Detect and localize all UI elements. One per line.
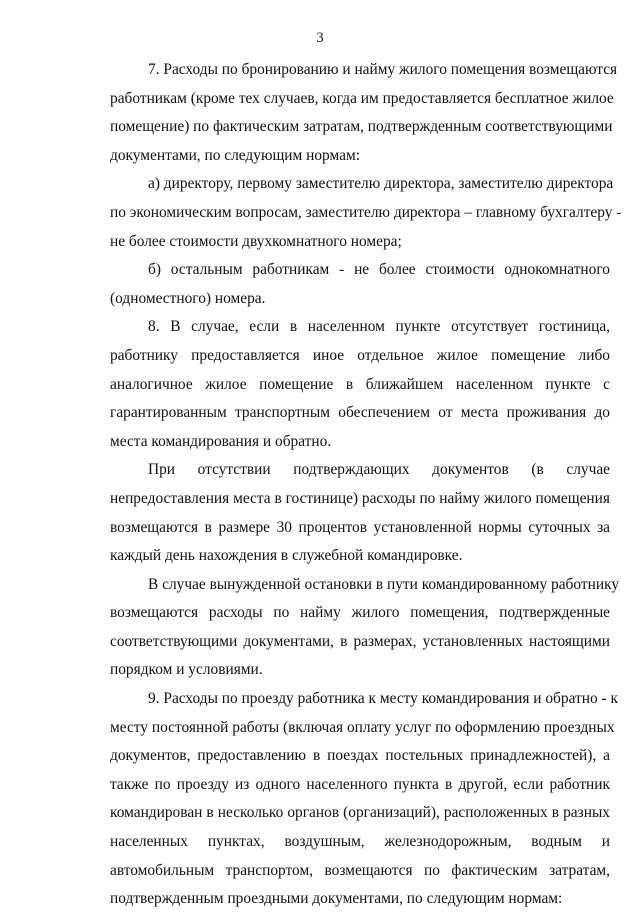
text-line: командирован в несколько органов (организаций), расположенных в разных [110,804,610,822]
text-line: б) остальным работникам - не более стоимости однокомнатного [148,261,610,279]
text-line: месту постоянной работы (включая оплату услуг по оформлению проездных [110,718,615,736]
text-line: возмещаются в размере 30 процентов установленной нормы суточных за [110,518,610,536]
text-line: по экономическим вопросам, заместителю директора – главному бухгалтеру - [110,203,622,221]
text-line: порядком и условиями. [110,661,263,679]
text-line: гарантированным транспортным обеспечением от места проживания до [110,404,610,422]
text-line: помещение) по фактическим затратам, подтвержденным соответствующими [110,118,613,136]
text-line: не более стоимости двухкомнатного номера; [110,232,402,250]
text-line: подтвержденным проездными документами, по следующим нормам: [110,890,563,908]
text-line: каждый день нахождения в служебной командировке. [110,547,463,565]
text-line: 9. Расходы по проезду работника к месту командирования и обратно - к [148,690,618,708]
text-line: автомобильным транспортом, возмещаются по фактическим затратам, [110,861,610,879]
text-line: При отсутствии подтверждающих документов (в случае [148,461,610,479]
page-number: 3 [316,30,324,46]
text-line: аналогичное жилое помещение в ближайшем населенном пункте с [110,375,610,393]
text-line: соответствующими документами, в размерах, установленных настоящими [110,632,610,650]
text-line: непредоставления места в гостинице) расходы по найму жилого помещения [110,489,610,507]
text-line: 7. Расходы по бронированию и найму жилого помещения возмещаются [148,61,618,78]
text-line: документами, по следующим нормам: [110,146,360,164]
text-line: В случае вынужденной остановки в пути командированному работнику [148,575,620,593]
text-line: возмещаются расходы по найму жилого помещения, подтвержденные [110,604,610,622]
text-line: также по проезду из одного населенного пункта в другой, если работник [110,775,610,793]
text-line: места командирования и обратно. [110,432,332,450]
text-line: документов, предоставлению в поездах постельных принадлежностей), а [110,747,610,765]
text-line: работнику предоставляется иное отдельное жилое помещение либо [110,346,610,364]
text-line: населенных пунктах, воздушным, железнодорожным, водным и [110,833,610,851]
text-line: работникам (кроме тех случаев, когда им предоставляется бесплатное жилое [110,89,614,107]
text-line: (одноместного) номера. [110,289,266,307]
text-line: 8. В случае, если в населенном пункте отсутствует гостиница, [148,318,610,336]
text-line: а) директору, первому заместителю директора, заместителю директора [148,175,614,193]
document-body [110,56,622,914]
